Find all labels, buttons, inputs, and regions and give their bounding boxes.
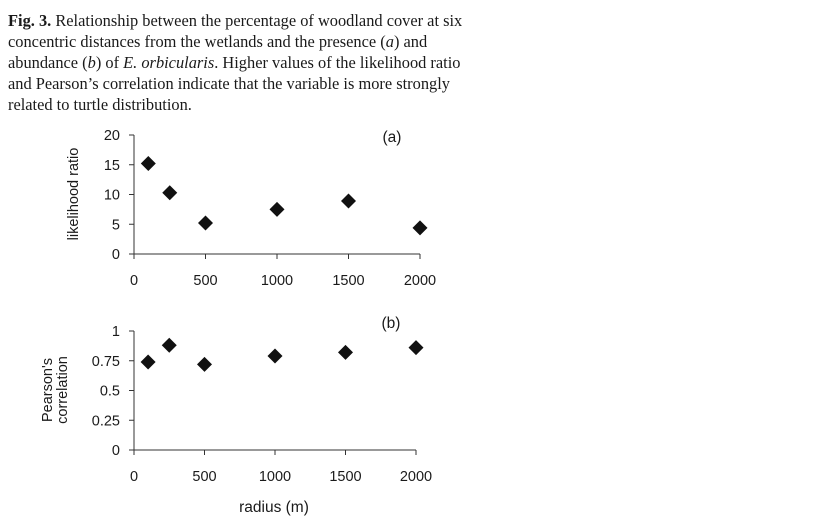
x-tick-label: 1500 xyxy=(332,273,365,289)
y-axis-label-line: Pearson's xyxy=(39,357,56,423)
y-axis-label-line: correlation xyxy=(55,356,72,424)
caption-segment: E. orbicularis xyxy=(123,53,215,72)
data-point xyxy=(162,338,177,353)
panel-label: (b) xyxy=(381,315,401,332)
caption-segment: ) and abundance ( xyxy=(8,32,428,72)
data-point xyxy=(270,202,285,217)
caption-segment: . Higher values of the likelihood ratio and Pearson’s correlation indicate that the variable is more strongly related to turtle distribution. xyxy=(8,53,461,114)
figure-label: Fig. 3. xyxy=(8,11,52,30)
x-tick-label: 2000 xyxy=(399,469,433,485)
data-point xyxy=(409,340,424,355)
x-tick-label: 1500 xyxy=(329,469,362,485)
data-point xyxy=(268,348,283,363)
data-point xyxy=(341,194,356,209)
x-axis-label: radius (m) xyxy=(239,499,309,516)
x-tick-label: 2000 xyxy=(403,273,437,289)
caption-segment: a xyxy=(385,32,394,51)
y-tick-label: 0 xyxy=(111,443,120,459)
y-tick-label: 15 xyxy=(103,157,120,174)
y-tick-label: 1 xyxy=(111,324,120,340)
x-tick-label: 1000 xyxy=(258,469,292,485)
data-point xyxy=(141,354,156,369)
y-tick-label: 0.25 xyxy=(91,413,120,430)
data-point xyxy=(141,156,156,171)
x-tick-label: 500 xyxy=(193,273,218,289)
x-tick-label: 1000 xyxy=(260,273,294,289)
caption-segment: Relationship between the percentage of woodland cover at six concentric distances from the wetlands and the presence ( xyxy=(8,11,463,51)
data-point xyxy=(197,357,212,372)
y-axis-label xyxy=(40,356,71,424)
x-tick-label: 500 xyxy=(192,469,217,485)
y-tick-label: 20 xyxy=(103,128,120,144)
chart-panel-a xyxy=(66,128,436,289)
y-tick-label: 0 xyxy=(111,247,120,263)
chart-panel-b xyxy=(40,315,432,516)
data-point xyxy=(198,216,213,231)
caption-segment: ) of xyxy=(95,53,124,72)
y-tick-label: 0.75 xyxy=(91,353,120,370)
y-tick-label: 5 xyxy=(111,217,120,234)
caption-segment: b xyxy=(87,53,96,72)
data-point xyxy=(413,220,428,235)
data-point xyxy=(338,345,353,360)
data-point xyxy=(162,185,177,200)
x-tick-label: 0 xyxy=(129,273,139,289)
y-tick-label: 10 xyxy=(103,187,120,204)
x-tick-label: 0 xyxy=(129,469,139,485)
panel-label: (a) xyxy=(382,129,402,146)
y-axis-label: likelihood ratio xyxy=(66,147,82,241)
y-tick-label: 0.5 xyxy=(99,383,120,400)
